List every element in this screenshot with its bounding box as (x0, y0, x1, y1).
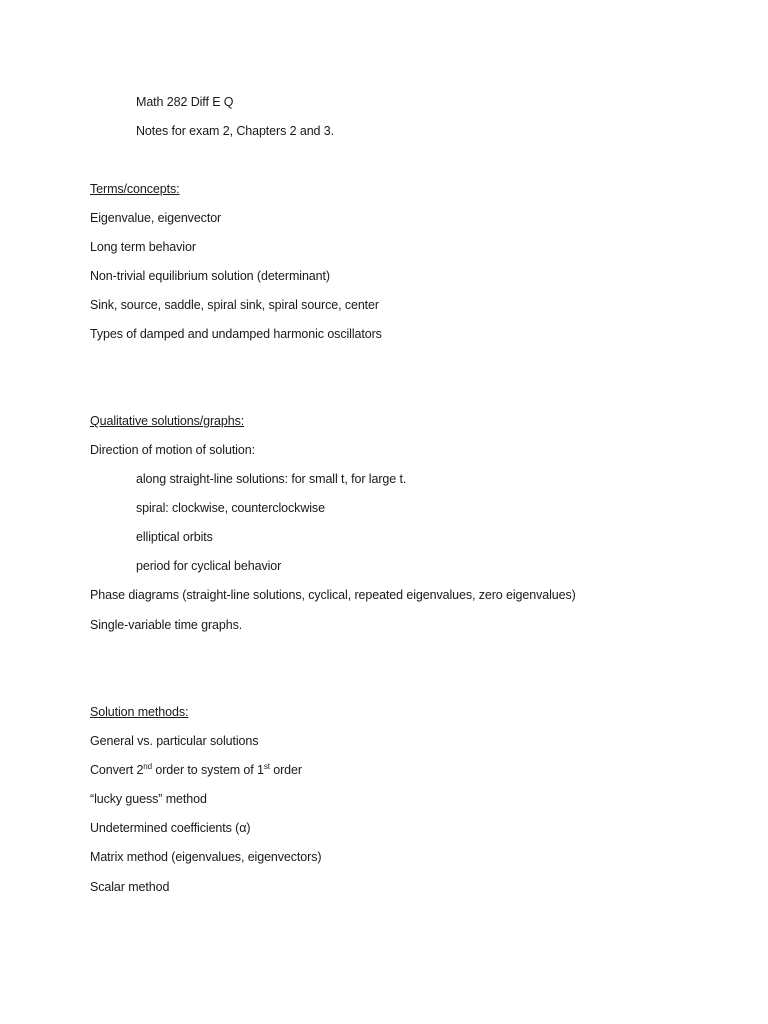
convert-text-pre: Convert 2 (90, 763, 144, 777)
methods-item: “lucky guess” method (90, 792, 207, 806)
qualitative-sub-item: along straight-line solutions: for small t, for large t. (136, 472, 407, 486)
methods-item-convert (90, 762, 302, 778)
convert-superscript-st: st (263, 762, 270, 771)
methods-item: Undetermined coefficients (α) (90, 821, 251, 835)
methods-item: Matrix method (eigenvalues, eigenvectors) (90, 850, 322, 864)
terms-item: Types of damped and undamped harmonic oscillators (90, 327, 382, 341)
single-variable-graphs: Single-variable time graphs. (90, 618, 243, 632)
convert-superscript-nd: nd (143, 762, 152, 771)
terms-item: Long term behavior (90, 240, 196, 254)
terms-item: Sink, source, saddle, spiral sink, spiral source, center (90, 298, 379, 312)
methods-item: Scalar method (90, 880, 170, 894)
qualitative-sub-item: spiral: clockwise, counterclockwise (136, 501, 325, 515)
qualitative-sub-item: elliptical orbits (136, 530, 213, 544)
qualitative-sub-item: period for cyclical behavior (136, 559, 282, 573)
phase-diagrams: Phase diagrams (straight-line solutions, cyclical, repeated eigenvalues, zero eigenvalues) (90, 588, 576, 602)
methods-item: General vs. particular solutions (90, 734, 259, 748)
terms-item: Non-trivial equilibrium solution (determinant) (90, 269, 330, 283)
qualitative-heading: Qualitative solutions/graphs: (90, 414, 245, 428)
convert-text-post: order (269, 763, 302, 777)
methods-heading: Solution methods: (90, 705, 189, 719)
course-title: Math 282 Diff E Q (136, 95, 234, 109)
direction-of-motion: Direction of motion of solution: (90, 443, 255, 457)
terms-item: Eigenvalue, eigenvector (90, 211, 222, 225)
terms-heading: Terms/concepts: (90, 182, 180, 196)
convert-text-mid: order to system of 1 (152, 763, 264, 777)
document-subtitle: Notes for exam 2, Chapters 2 and 3. (136, 124, 334, 138)
